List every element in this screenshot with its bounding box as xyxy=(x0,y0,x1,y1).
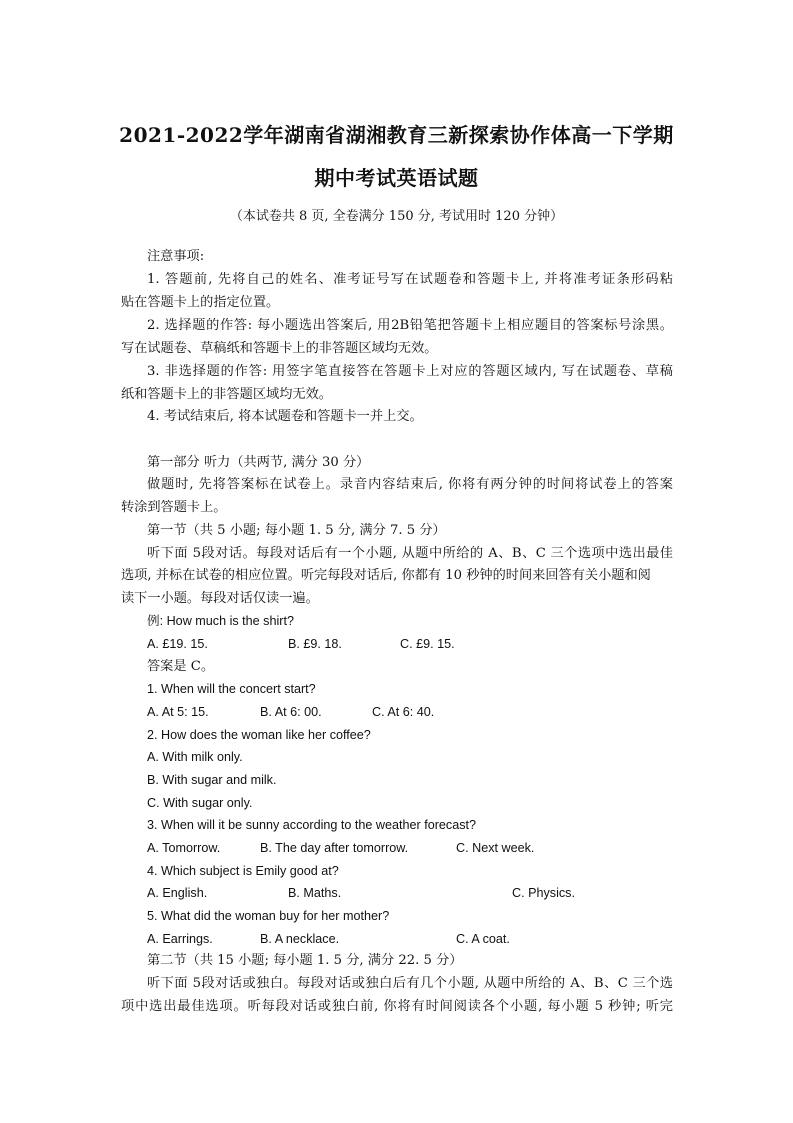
notice-item-3-cont: 纸和答题卡上的非答题区域均无效。 xyxy=(121,387,332,402)
example-option-c: C. £9. 15. xyxy=(400,637,455,651)
notice-heading: 注意事项: xyxy=(147,249,205,264)
question-5: 5. What did the woman buy for her mother? xyxy=(147,909,390,923)
section1-intro-cont1: 选项, 并标在试卷的相应位置。听完每段对话后, 你都有 10 秒钟的时间来回答有关小题和阅 xyxy=(121,568,651,583)
section1-intro: 听下面 5段对话。每段对话后有一个小题, 从题中所给的 A、B、C 三个选项中选出最佳 xyxy=(147,546,673,561)
notice-item-1: 1. 答题前, 先将自己的姓名、准考证号写在试题卷和答题卡上, 并将准考证条形码粘 xyxy=(147,272,673,287)
q4-option-c: C. Physics. xyxy=(512,886,575,900)
example-option-b: B. £9. 18. xyxy=(288,637,342,651)
notice-item-3: 3. 非选择题的作答: 用签字笔直接答在答题卡上对应的答题区域内, 写在试题卷、草稿 xyxy=(147,364,673,379)
example-option-a: A. £19. 15. xyxy=(147,637,208,651)
q2-option-b: B. With sugar and milk. xyxy=(147,773,277,787)
page-title-line1: 2021-2022学年湖南省湖湘教育三新探索协作体高一下学期 xyxy=(119,123,674,147)
q3-option-b: B. The day after tomorrow. xyxy=(260,841,409,855)
question-2: 2. How does the woman like her coffee? xyxy=(147,728,371,742)
q4-option-b: B. Maths. xyxy=(288,886,342,900)
q1-option-c: C. At 6: 40. xyxy=(372,705,435,719)
q2-option-c: C. With sugar only. xyxy=(147,796,253,810)
notice-item-4: 4. 考试结束后, 将本试题卷和答题卡一并上交。 xyxy=(147,409,423,424)
part1-heading: 第一部分 听力（共两节, 满分 30 分） xyxy=(147,455,370,470)
question-3: 3. When will it be sunny according to the weather forecast? xyxy=(147,818,477,832)
q5-option-b: B. A necklace. xyxy=(260,932,340,946)
section2-intro: 听下面 5段对话或独白。每段对话或独白后有几个小题, 从题中所给的 A、B、C 三个选 xyxy=(147,976,673,991)
question-1: 1. When will the concert start? xyxy=(147,682,316,696)
q3-option-c: C. Next week. xyxy=(456,841,535,855)
notice-item-2: 2. 选择题的作答: 每小题选出答案后, 用2B铅笔把答题卡上相应题目的答案标号涂黑。 xyxy=(147,318,673,333)
question-4: 4. Which subject is Emily good at? xyxy=(147,864,339,878)
section2-heading: 第二节（共 15 小题; 每小题 1. 5 分, 满分 22. 5 分） xyxy=(147,953,463,968)
q1-option-b: B. At 6: 00. xyxy=(260,705,322,719)
q5-option-a: A. Earrings. xyxy=(147,932,213,946)
q2-option-a: A. With milk only. xyxy=(147,750,243,764)
page-title-line2: 期中考试英语试题 xyxy=(314,166,479,190)
q3-option-a: A. Tomorrow. xyxy=(147,841,221,855)
q5-option-c: C. A coat. xyxy=(456,932,510,946)
part1-intro: 做题时, 先将答案标在试卷上。录音内容结束后, 你将有两分钟的时间将试卷上的答案 xyxy=(147,477,673,492)
section1-intro-cont2: 读下一小题。每段对话仅读一遍。 xyxy=(121,591,319,606)
example-question: 例: How much is the shirt? xyxy=(147,614,294,628)
notice-item-1-cont: 贴在答题卡上的指定位置。 xyxy=(121,295,280,310)
q4-option-a: A. English. xyxy=(147,886,208,900)
section1-heading: 第一节（共 5 小题; 每小题 1. 5 分, 满分 7. 5 分） xyxy=(147,523,446,538)
section2-intro-cont: 项中选出最佳选项。听每段对话或独白前, 你将有时间阅读各个小题, 每小题 5 秒钟; 听完 xyxy=(121,999,673,1014)
example-answer: 答案是 C。 xyxy=(147,659,215,674)
part1-intro-cont: 转涂到答题卡上。 xyxy=(121,500,227,515)
notice-item-2-cont: 写在试题卷、草稿纸和答题卡上的非答题区域均无效。 xyxy=(121,341,438,356)
q1-option-a: A. At 5: 15. xyxy=(147,705,209,719)
exam-info: （本试卷共 8 页, 全卷满分 150 分, 考试用时 120 分钟） xyxy=(229,209,564,224)
